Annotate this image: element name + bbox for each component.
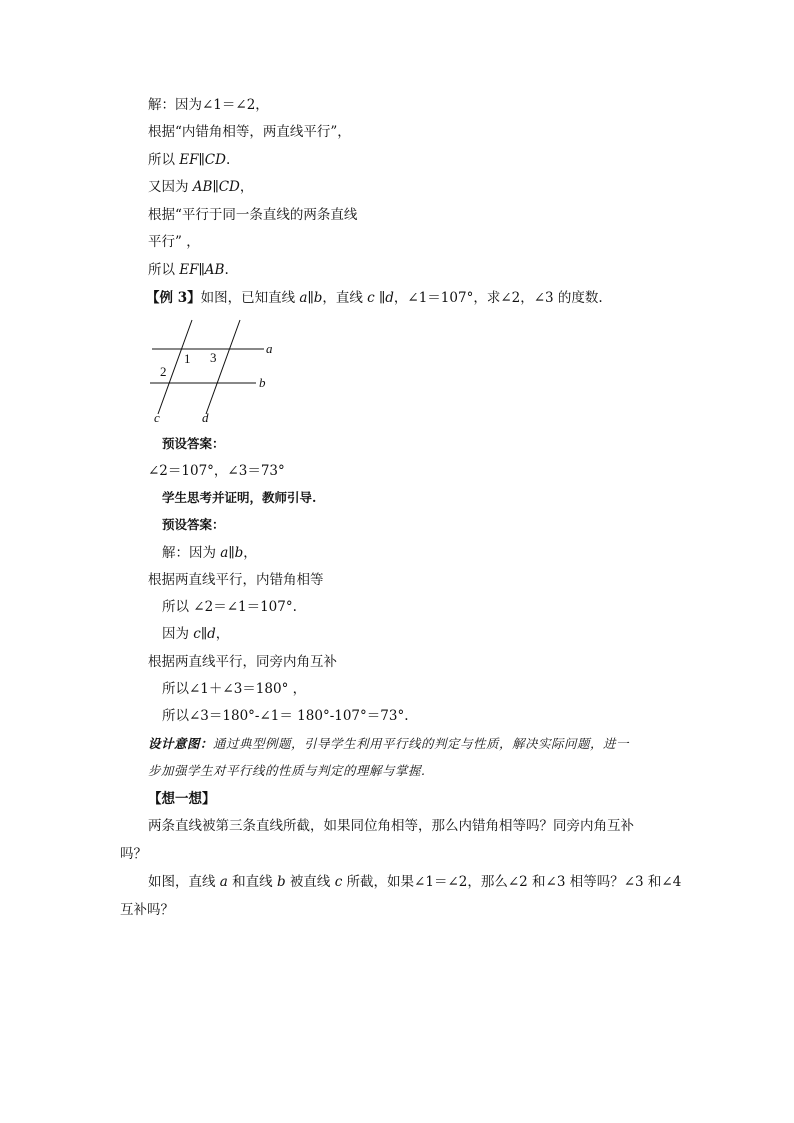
- line-label-d: d: [202, 410, 209, 425]
- solution1-line3: [148, 150, 230, 170]
- example3-statement: [146, 288, 603, 308]
- text: 所以: [148, 262, 180, 278]
- math-cd: CD: [218, 179, 240, 195]
- math-b: b: [234, 545, 244, 561]
- answer2-line2: 根据两直线平行，内错角相等: [148, 572, 324, 588]
- text: 和直线: [227, 874, 277, 890]
- think-heading: 【想一想】: [148, 791, 216, 807]
- parallel-symbol: ∥: [212, 179, 219, 195]
- math-c: c: [367, 290, 375, 306]
- text: 解：因为: [162, 545, 221, 561]
- think-para2-line2: 互补吗？: [120, 902, 174, 918]
- text: ，: [243, 545, 257, 561]
- answer2-line6: 所以∠1＋∠3＝180° ，: [162, 681, 307, 697]
- solution1-line1: 解：因为∠1＝∠2，: [148, 97, 269, 113]
- answer2-heading: 预设答案：: [162, 517, 225, 532]
- answer2-line3: 所以 ∠2＝∠1＝107°.: [162, 599, 297, 615]
- text: .: [224, 262, 229, 278]
- answer1-text: ∠2＝107°，∠3＝73°: [148, 463, 285, 479]
- think-para2-line1: [148, 872, 681, 892]
- math-b: b: [276, 874, 286, 890]
- line-d: [206, 320, 240, 414]
- text: 所截，如果∠1＝∠2，那么∠2 和∠3 相等吗？∠3 和∠4: [342, 874, 682, 890]
- line-label-c: c: [154, 410, 160, 425]
- design-intent-line1: [148, 734, 629, 754]
- math-a: a: [299, 290, 308, 306]
- parallel-symbol: ∥: [200, 626, 208, 642]
- answer2-line1: [162, 543, 257, 563]
- parallel-symbol: ∥: [374, 290, 386, 306]
- example-label: 【例 3】: [146, 290, 201, 306]
- math-ab: AB: [192, 179, 213, 195]
- text: 如图，已知直线: [200, 290, 300, 306]
- math-c: c: [334, 874, 343, 890]
- angle-label-3: 3: [210, 350, 217, 365]
- answer1-heading: 预设答案：: [162, 436, 225, 451]
- solution1-line6: 平行” ，: [148, 234, 200, 250]
- text: ，直线: [322, 290, 368, 306]
- angle-label-2: 2: [160, 364, 167, 379]
- answer2-line5: 根据两直线平行，同旁内角互补: [148, 654, 337, 670]
- math-ef: EF: [179, 262, 199, 278]
- math-ab: AB: [204, 262, 225, 278]
- text: 所以: [148, 152, 180, 168]
- answer2-line7: 所以∠3＝180°-∠1＝ 180°-107°＝73°.: [162, 708, 409, 724]
- line-label-b: b: [259, 375, 266, 390]
- text: 通过典型例题，引导学生利用平行线的判定与性质，解决实际问题，进一: [213, 736, 630, 751]
- math-c: c: [193, 626, 201, 642]
- parallel-lines-figure: [146, 318, 286, 426]
- line-label-a: a: [266, 341, 273, 356]
- solution1-line2: 根据“内错角相等，两直线平行”，: [148, 124, 351, 140]
- design-intent-label: 设计意图：: [148, 736, 214, 751]
- angle-label-1: 1: [184, 351, 191, 366]
- math-a: a: [220, 545, 229, 561]
- text: ，: [239, 179, 254, 195]
- parallel-symbol: ∥: [198, 262, 205, 278]
- text: ，∠1＝107°，求∠2，∠3 的度数.: [393, 290, 603, 306]
- math-d: d: [207, 626, 216, 642]
- math-ef: EF: [179, 152, 199, 168]
- parallel-symbol: ∥: [228, 545, 235, 561]
- text: .: [225, 152, 231, 168]
- parallel-symbol: ∥: [307, 290, 314, 306]
- parallel-symbol: ∥: [198, 152, 205, 168]
- think-para1-line2: 吗？: [120, 846, 147, 862]
- text: 被直线: [285, 874, 335, 890]
- student-note: 学生思考并证明，教师引导.: [162, 490, 317, 505]
- math-d: d: [385, 290, 394, 306]
- text: 如图，直线: [148, 874, 220, 890]
- math-b: b: [313, 290, 323, 306]
- math-a: a: [219, 874, 228, 890]
- text: ，: [215, 626, 230, 642]
- solution1-line5: 根据“平行于同一条直线的两条直线: [148, 207, 358, 223]
- answer2-line4: [162, 624, 229, 644]
- text: 又因为: [148, 179, 193, 195]
- design-intent-line2: 步加强学生对平行线的性质与判定的理解与掌握.: [148, 763, 426, 778]
- text: 因为: [162, 626, 194, 642]
- solution1-line4: [148, 177, 253, 197]
- think-para1-line1: 两条直线被第三条直线所截，如果同位角相等，那么内错角相等吗？同旁内角互补: [148, 818, 634, 834]
- math-cd: CD: [204, 152, 226, 168]
- solution1-line7: [148, 260, 229, 280]
